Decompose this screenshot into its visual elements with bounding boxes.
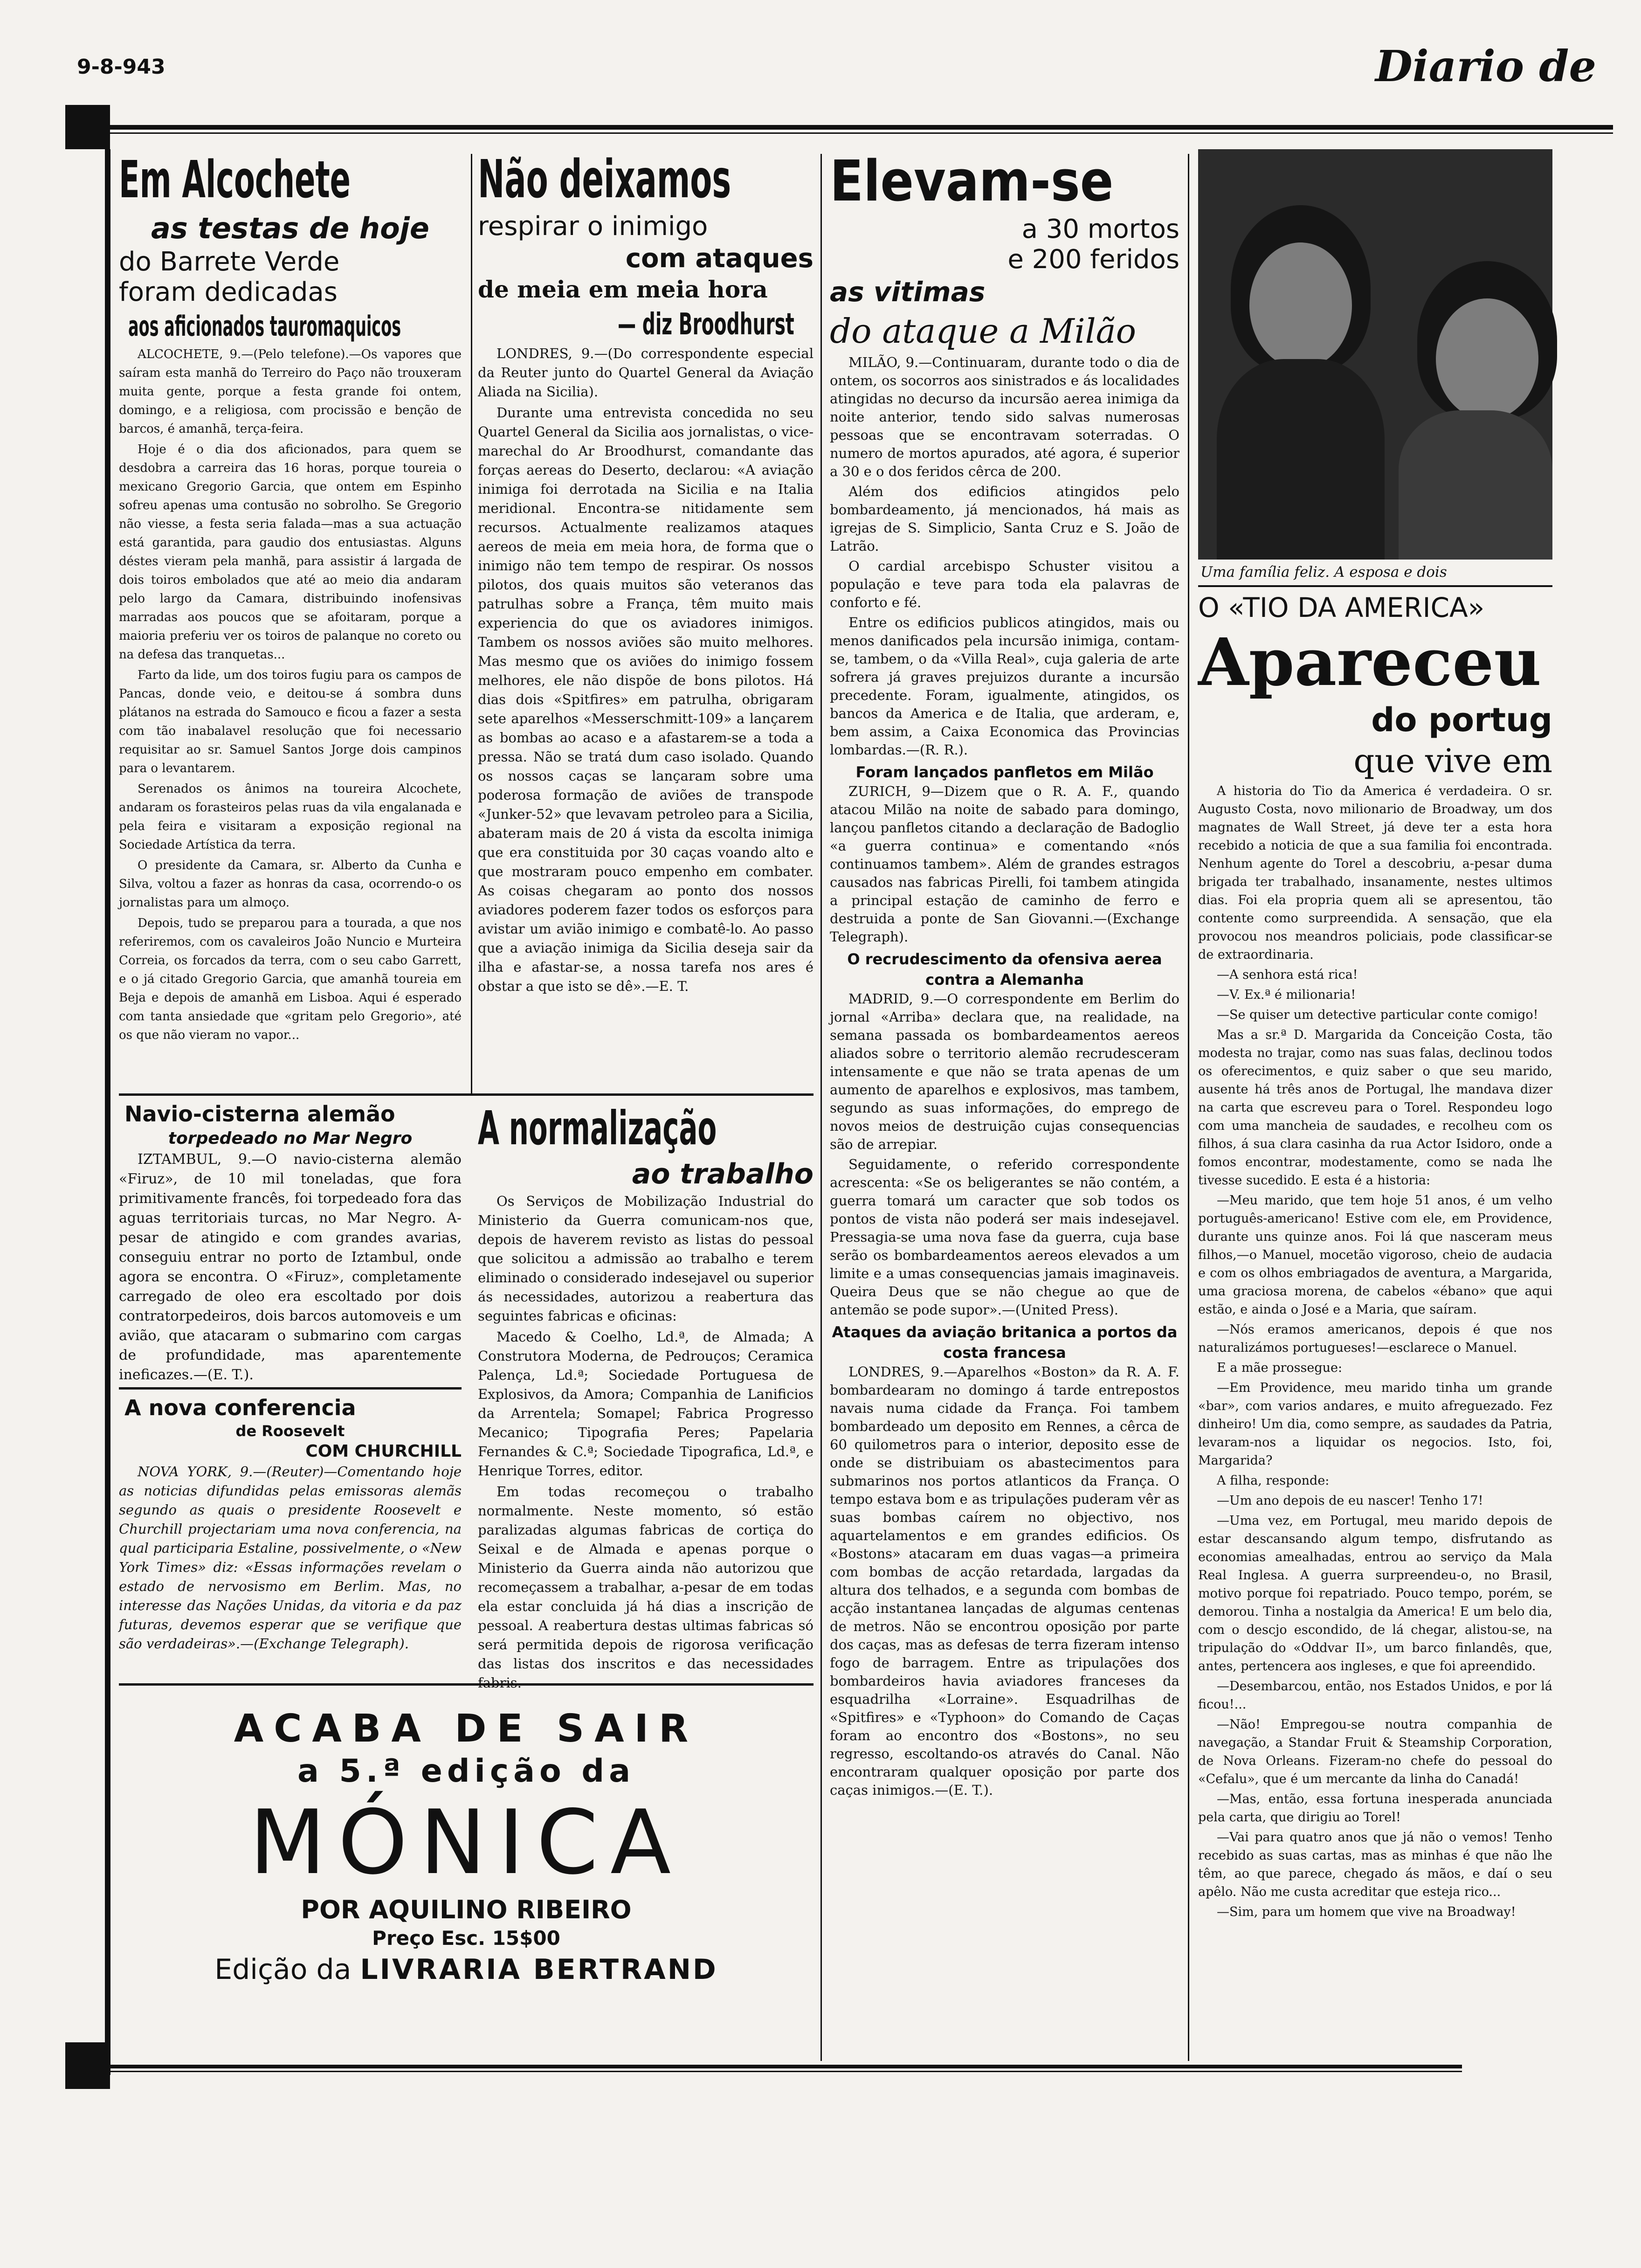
photo-caption: Uma família feliz. A esposa e dois <box>1200 564 1447 581</box>
photo-figure-body <box>1399 410 1552 560</box>
headline-recrudescimento: O recrudescimento da ofensiva aerea contra a Alemanha <box>847 950 1162 989</box>
left-margin-bar <box>65 105 110 149</box>
ad-price: Preço Esc. 15$00 <box>372 1927 560 1950</box>
column-rule-2 <box>820 154 822 2061</box>
paragraph: —V. Ex.ª é milionaria! <box>1217 988 1356 1002</box>
issue-date: 9-8-943 <box>77 55 165 79</box>
subhead-diz-broodhurst: — diz Broodhurst <box>618 307 794 342</box>
headline-panfletos: Foram lançados panfletos em Milão <box>855 763 1154 781</box>
paragraph: —Se quiser um detective particular conte comigo! <box>1217 1008 1538 1022</box>
paragraph: —Desembarcou, então, nos Estados Unidos, e por lá ficou!... <box>1198 1679 1552 1712</box>
column-rule-1 <box>471 154 472 1096</box>
separator <box>1198 585 1552 587</box>
paragraph: Os Serviços de Mobilização Industrial do Ministerio da Guerra comunicam-nos que, depois de haverem revisto as listas do pessoal que solicitou a admissão ao trabalho e terem eliminado o considerado indesejavel ou superior ás necessidades, autorizou a reabertura das seguintes fabricas e oficinas: <box>478 1193 814 1324</box>
column-rule-3 <box>1188 154 1189 2061</box>
paragraph: ZURICH, 9—Dizem que o R. A. F., quando atacou Milão na noite de sabado para domingo, lançou panfletos citando a declaração de Badoglio «a guerra continua» e comentando «nós continuamos tambem». Além de grandes estragos causados nas fabricas Pirelli, foi tambem atingida a principal estação de caminho de ferro e destruida a ponte de San Giovanni.—(Exchange Telegraph). <box>830 783 1179 945</box>
subhead-barrete: do Barrete Verde <box>119 247 340 277</box>
bottom-rule <box>110 2065 1462 2068</box>
article-conferencia <box>119 1394 462 1683</box>
article-tio-america <box>1198 590 1552 2063</box>
ad-acaba-de-sair: ACABA DE SAIR <box>234 1707 699 1751</box>
headline-apareceu: Apareceu <box>1198 624 1542 701</box>
paragraph: E a mãe prossegue: <box>1217 1361 1343 1375</box>
top-rule <box>65 125 1613 130</box>
kicker-tio-america: O «TIO DA AMERICA» <box>1198 592 1485 623</box>
headline-ataques-britanica: Ataques da aviação britanica a portos da costa francesa <box>832 1323 1178 1362</box>
article-normalizacao <box>478 1100 814 1691</box>
paragraph: Entre os edificios publicos atingidos, mais ou menos danificados pela incursão inimiga, contam-se, tambem, o da «Villa Real», cuja galeria de arte sofrera já graves prejuizos durante a incursão precedente. Foram, igualmente, atingidos, os bancos da America e de Italia, que arderam, e, bem assim, a Caixa Economica das Provincias lombardas.—(R. R.). <box>830 615 1179 758</box>
headline-nao-deixamos: Não deixamos <box>478 149 731 210</box>
paragraph: Mas a sr.ª D. Margarida da Conceição Costa, tão modesta no trajar, como nas suas falas, declinou todos os oferecimentos, e quiz saber o que seu marido, ausente há três anos de Portugal, lhe mandava dizer na carta que escreveu para o Torel. Respondeu logo com uma mancheia de saudades, e recolheu com os filhos, á sua clara casinha da rua Actor Isidoro, onde a fomos encontrar, modestamente, como se nada lhe tivesse sucedido. E esta é a historia: <box>1198 1028 1552 1188</box>
ad-publisher-name: LIVRARIA BERTRAND <box>360 1953 718 1986</box>
photo-figure-face <box>1436 298 1538 420</box>
article-alcochete <box>119 149 462 1110</box>
top-rule-thin <box>65 132 1613 134</box>
subhead-churchill: COM CHURCHILL <box>305 1442 462 1461</box>
paragraph: IZTAMBUL, 9.—O navio-cisterna alemão «Firuz», de 10 mil toneladas, que fora primitivamente francês, foi torpedeado fora das aguas territoriais turcas, no Mar Negro. A-pesar de atingido e com grandes avarias, conseguiu entrar no porto de Iztambul, onde agora se encontra. O «Firuz», completamente carregado de oleo era escoltado por dois contratorpedeiros, dois barcos automoveis e um avião, que atacaram o submarino com cargas de profundidade, mas aparentemente ineficazes.—(E. T.). <box>119 1151 462 1383</box>
ad-publisher <box>119 1951 814 1988</box>
paragraph: Farto da lide, um dos toiros fugiu para os campos de Pancas, donde veio, e deitou-se á sombra duns plátanos na estrada do Samouco e ficou a fazer a sesta com tão inabalavel resolução que foi necessario requisitar ao sr. Samuel Santos Jorge dois campinos para o levantarem. <box>119 668 462 775</box>
paragraph: NOVA YORK, 9.—(Reuter)—Comentando hoje as noticias difundidas pelas emissoras alemãs segundo as quais o presidente Roosevelt e Churchill projectariam uma nova conferencia, na qual participaria Estaline, possivelmente, o «New York Times» diz: «Essas informações revelam o estado de nervosismo em Berlim. Mas, no interesse das Nações Unidas, da vitoria e da paz futuras, devemos esperar que se verifique que são verdadeiras».—(Exchange Telegraph). <box>119 1464 462 1652</box>
paragraph: —Uma vez, em Portugal, meu marido depois de estar descansando algum tempo, disfrutando as economias amealhadas, entrou ao serviço da Mala Real Inglesa. A guerra surpreendeu-o, no Brasil, motivo porque foi repatriado. Pouco tempo, porém, se demorou. Tinha a nostalgia da America! E um belo dia, com o descjo escondido, de lá chegar, alistou-se, na tripulação do «Oddvar II», um barco finlandês, que, antes, pertencera aos ingleses, e que foi apreendido. <box>1198 1514 1552 1673</box>
paragraph: LONDRES, 9.—Aparelhos «Boston» da R. A. F. bombardearam no domingo á tarde entrepostos navais numa cidade da França. Foi tambem bombardeado um deposito em Rennes, a cêrca de 60 quilometros para o interior, deposito esse de onde se distribuiam os abastecimentos para submarinos nos portos atlanticos da França. O tempo estava bom e as tripulações puderam vêr as suas bombas caírem no objectivo, nos aquartelamentos e em grandes edificios. Os «Bostons» atacaram em duas vagas—a primeira com bombas de acção retardada, largadas da altura dos telhados, e a segunda com bombas de acção instantanea lançadas de algumas centenas de metros. Não se encontrou oposição por parte dos caças, mas as defesas de terra fizeram intenso fogo de barragem. Entre as tripulações dos bombardeiros havia aviadores franceses da esquadrilha «Lorraine». Esquadrilhas de «Spitfires» e «Typhoon» do Comando de Caças foram ao encontro dos «Bostons», no seu regresso, escoltando-os através do Canal. Não encontraram qualquer oposição por parte dos caças inimigos.—(E. T.). <box>830 1364 1179 1798</box>
paragraph: Depois, tudo se preparou para a tourada, a que nos referiremos, com os cavaleiros João Nuncio e Murteira Correia, os forcados da terra, com o seu cabo Garrett, e o já citado Gregorio Garcia, que amanhã toureia em Beja e depois de amanhã em Lisboa. Aqui é esperado com tanta ansiedade que «gritam pelo Gregorio», até os que não vieram no vapor... <box>119 916 462 1042</box>
ad-title: MÓNICA <box>249 1791 683 1894</box>
paragraph: —Mas, então, essa fortuna inesperada anunciada pela carta, que dirigiu ao Torel! <box>1198 1792 1552 1825</box>
subhead-portug: do portug <box>1371 701 1552 739</box>
headline-conferencia: A nova conferencia <box>124 1395 356 1420</box>
subhead-aficionados: aos aficionados tauromaquicos <box>128 310 401 343</box>
subhead-ataque-milao: do ataque a Milão <box>830 311 1136 351</box>
paragraph: Hoje é o dia dos aficionados, para quem se desdobra a carreira das 16 horas, porque toureia o mexicano Gregorio Garcia, que ontem em Espinho sofreu apenas uma contusão no sobrolho. Se Gregorio não viesse, a festa seria falada—mas a sua actuação está garantida, para gaudio dos entusiastas. Alguns déstes vieram pela manhã, para assistir á largada de dois toiros embolados que até ao meio dia andaram pelo largo da Camara, distribuindo inofensivas marradas aos poucos que se afoitaram, porque a maioria preferiu ver os toiros de palanque no coreto ou na defesa das tranquetas... <box>119 443 462 662</box>
paragraph: —Meu marido, que tem hoje 51 anos, é um velho português-americano! Estive com ele, em Providence, durante uns quinze anos. Foi lá que nasceram meus filhos,—o Manuel, mocetão vigoroso, cheio de audacia e com os olhos embriagados de aventura, a Margarida, uma graciosa morena, de cabelos «ébano» que aqui estão, e ainda o José e a Maria, que saíram. <box>1198 1193 1552 1317</box>
photo-figure-face <box>1249 242 1352 368</box>
paragraph: —A senhora está rica! <box>1217 968 1358 982</box>
separator <box>119 1387 462 1390</box>
headline-elevam-se: Elevam-se <box>830 149 1114 214</box>
paragraph: —Vai para quatro anos que já não o vemos! Tenho recebido as suas cartas, mas as minhas é que não lhe têm, ao que parece, chegado ás mãos, e daí o seu apêlo. Não me custa acreditar que esteja rico... <box>1198 1830 1552 1899</box>
subhead-roosevelt: de Roosevelt <box>235 1422 345 1440</box>
subhead-torpedeado: torpedeado no Mar Negro <box>168 1129 413 1148</box>
paragraph: LONDRES, 9.—(Do correspondente especial da Reuter junto do Quartel General da Aviação Aliada na Sicilia). <box>478 346 814 400</box>
article-navio <box>119 1100 462 1383</box>
subhead-meia-hora: de meia em meia hora <box>478 276 768 303</box>
ad-edicao: a 5.ª edição da <box>297 1753 635 1790</box>
left-vertical-rule <box>105 149 110 2075</box>
paragraph: —Nós eramos americanos, depois é que nos naturalizámos portugueses!—esclarece o Manuel. <box>1198 1322 1552 1355</box>
article-milao <box>830 149 1179 2061</box>
paragraph: A filha, responde: <box>1217 1473 1330 1488</box>
bottom-rule-thin <box>110 2071 1462 2072</box>
subhead-mortos: a 30 mortos <box>1021 214 1179 244</box>
headline-alcochete: Em Alcochete <box>119 150 351 209</box>
subhead-trabalho: ao trabalho <box>632 1158 814 1190</box>
photo-family <box>1198 149 1552 560</box>
paragraph: Em todas recomeçou o trabalho normalmente. Neste momento, só estão paralizadas algumas fabricas de cortiça do Seixal e de Almada e apenas porque o Ministerio da Guerra ainda não autorizou que recomeçassem a trabalhar, a-pesar de em todas ela estar concluida já há dias a inscrição de pessoal. A reabertura destas ultimas fabricas só será permitida depois de rigorosa verificação das listas dos inscritos e das necessidades fabris. <box>478 1484 814 1691</box>
paragraph: O cardial arcebispo Schuster visitou a população e teve para toda ela palavras de conforto e fé. <box>830 558 1179 610</box>
paragraph: Durante uma entrevista concedida no seu Quartel General da Sicilia aos jornalistas, o vice-marechal do Ar Broodhurst, comandante das forças aereas do Deserto, declarou: «A aviação inimiga foi derrotada na Sicilia e na Italia meridional. Encontra-se nitidamente sem recursos. Actualmente realizamos ataques aereos de meia em meia hora, de forma que o inimigo não tem tempo de respirar. Os nossos pilotos, dos quais muitos são veteranos das patrulhas sobre a França, têm muito mais experiencia do que os aviadores inimigos. Tambem os nossos aviões são muito melhores. Mas mesmo que os aviões do inimigo fossem melhores, ele não dispõe de bons pilotos. Há dias dois «Spitfires» em patrulha, obrigaram sete aparelhos «Messerschmitt-109» a lançarem as bombas ao acaso e a afastarem-se a toda a pressa. Não se tratá dum caso isolado. Quando os nossos caças se lançaram sobre uma poderosa formação de aviões de transpode «Junker-52» que levavam petroleo para a Sicilia, abateram mais de 20 á vista da escolta inimiga que era constituida por 30 caças voando alto e que mostraram pouco empenho em combater. As coisas chegaram ao ponto dos nossos aviadores poderem fazer todos os esforços para avistar um avião inimigo e combatê-lo. Ao passo que a aviação inimiga da Sicilia deseja sair da ilha e afastar-se, a nossa tarefa nos ares é obstar a que isto se dê».—E. T. <box>478 405 814 994</box>
subhead-vive-em: que vive em <box>1353 742 1552 780</box>
paragraph: MADRID, 9.—O correspondente em Berlim do jornal «Arriba» declara que, na realidade, na semana passada os bombardeamentos aereos aliados sobre o territorio alemão recrudesceram intensamente e que não se trata apenas de um aumento de aparelhos e explosivos, mas tambem, segundo as suas informações, do emprego de novos meios de destruição cujas consequencias são de arrepiar. <box>830 991 1179 1152</box>
headline-normalizacao: A normalização <box>478 1101 717 1155</box>
ad-publisher-pre: Edição da <box>214 1953 352 1986</box>
subhead-vitimas: as vitimas <box>830 276 986 308</box>
subhead-festas: as testas de hoje <box>151 211 429 245</box>
paragraph: —Não! Empregou-se noutra companhia de navegação, a Standar Fruit & Steamship Corporation, de Nova Orleans. Fizeram-no chefe do pessoal do «Cefalu», que é um mercante da linha do Canadá! <box>1198 1717 1552 1786</box>
paragraph: A historia do Tio da America é verdadeira. O sr. Augusto Costa, novo milionario de Broadway, um dos magnates de Wall Street, já deve ter a esta hora recebido a noticia de que a sua familia foi encontrada. Nenhum agente do Torel a descobriu, a-pesar duma brigada ter trabalhado, insanamente, nestes ultimos dias. Foi ela propria quem ali se apresentou, tão contente como surpreendida. A sensação, que ela provocou nos meandros policiais, pode classificar-se de extraordinaria. <box>1198 784 1552 962</box>
subhead-feridos: e 200 feridos <box>1007 244 1179 275</box>
left-corner-bar <box>65 2042 110 2089</box>
paragraph: —Em Providence, meu marido tinha um grande «bar», com varios andares, e muito afreguezado. Fez dinheiro! Um dia, como sempre, as saudades da Patria, levaram-nos a liquidar os negocios. Isto, foi, Margarida? <box>1198 1381 1552 1468</box>
paragraph: Macedo & Coelho, Ld.ª, de Almada; A Construtora Moderna, de Pedrouços; Ceramica Palença, Ld.ª; Sociedade Portuguesa de Explosivos, da Amora; Companhia de Lanificios da Arrentela; Somapel; Fabrica Progresso Mecanico; Tipografia Peres; Papelaria Fernandes & C.ª; Sociedade Tipografica, Ld.ª, e Henrique Torres, editor. <box>478 1329 814 1479</box>
masthead: Diario de <box>1375 41 1597 91</box>
paragraph: —Sim, para um homem que vive na Broadway! <box>1217 1905 1516 1919</box>
advertisement-monica <box>119 1697 814 2052</box>
ad-author: POR AQUILINO RIBEIRO <box>301 1895 632 1924</box>
paragraph: Serenados os ânimos na toureira Alcochete, andaram os forasteiros pelas ruas da vila engalanada e pela feira e visitaram a exposição regional na Sociedade Artística da terra. <box>119 782 462 852</box>
paragraph: MILÃO, 9.—Continuaram, durante todo o dia de ontem, os socorros aos sinistrados e ás localidades atingidas no decurso da incursão aerea inimiga da noite anterior, tendo sido salvas numerosas pessoas que se encontravam soterradas. O numero de mortos apurados, até agora, é superior a 30 e o dos feridos cêrca de 200. <box>830 354 1179 479</box>
subhead-com-ataques: com ataques <box>625 243 814 274</box>
paragraph: Além dos edificios atingidos pelo bombardeamento, já mencionados, há mais as igrejas de S. Simplicio, Santa Cruz e S. João de Latrão. <box>830 484 1179 554</box>
paragraph: O presidente da Camara, sr. Alberto da Cunha e Silva, voltou a fazer as honras da casa, ocorrendo-o os jornalistas para um almoço. <box>119 858 462 910</box>
paragraph: ALCOCHETE, 9.—(Pelo telefone).—Os vapores que saíram esta manhã do Terreiro do Paço não trouxeram muita gente, porque a festa grande foi ontem, domingo, e a religiosa, com procissão e benção de barcos, é amanhã, terça-feira. <box>119 347 462 436</box>
article-broodhurst <box>478 149 814 1119</box>
paragraph: Seguidamente, o referido correspondente acrescenta: «Se os beligerantes se não contém, a guerra tomará um caracter que sob todos os pontos de vista não poderá ser mais indesejavel. Pressagia-se uma nova fase da guerra, cuja base serão os bombardeamentos aereos elevados a um limite e a umas consequencias jamais imaginaveis. Queira Deus que se não chegue ao que de antemão se pode supor».—(United Press). <box>830 1156 1179 1318</box>
subhead-dedicadas: foram dedicadas <box>119 277 338 307</box>
paragraph: —Um ano depois de eu nascer! Tenho 17! <box>1217 1494 1483 1508</box>
subhead-respirar: respirar o inimigo <box>478 211 708 242</box>
photo-figure-body <box>1217 359 1385 560</box>
headline-navio: Navio-cisterna alemão <box>124 1101 395 1127</box>
